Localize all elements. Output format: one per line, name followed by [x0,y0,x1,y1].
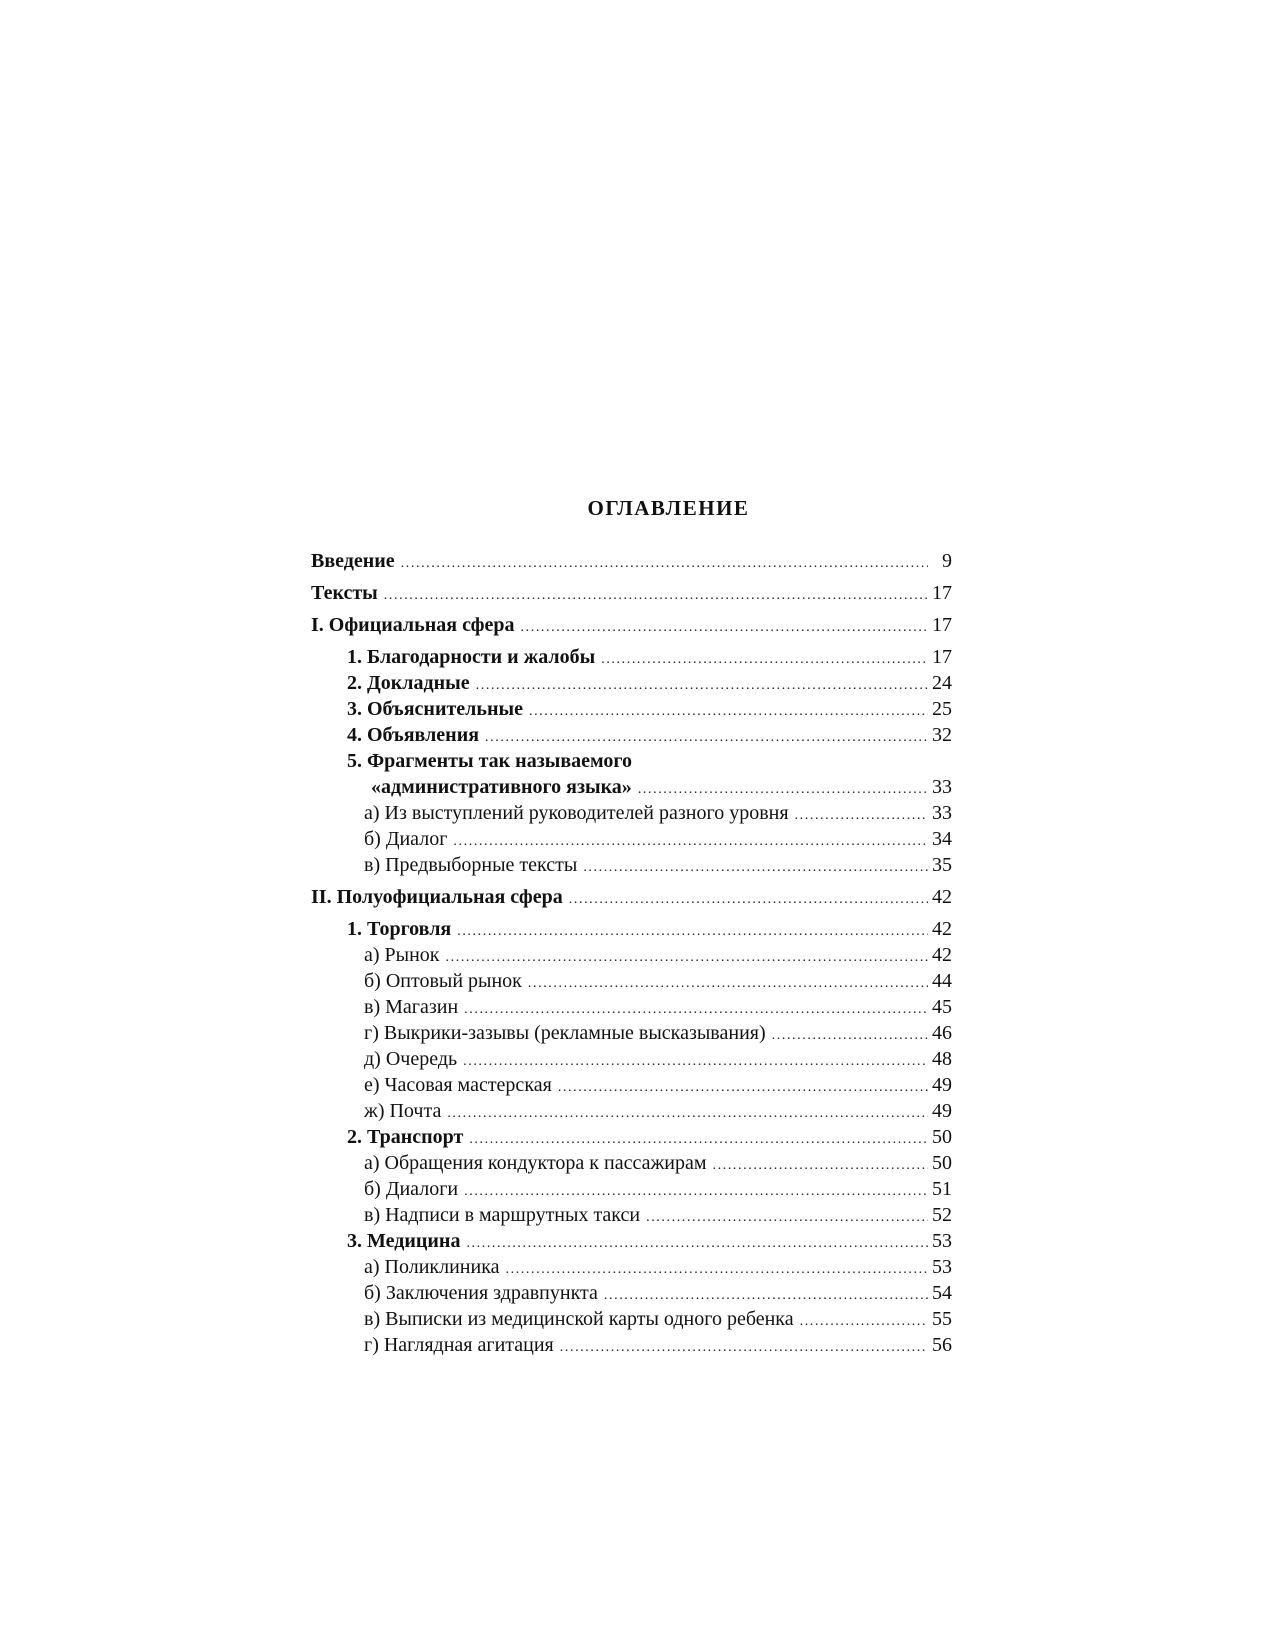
toc-entry-page-number: 42 [932,918,952,940]
toc-entry-page-number: 32 [932,724,952,746]
toc-entry[interactable] [311,852,952,878]
toc-entry[interactable] [311,1072,952,1098]
toc-entry-page-number: 54 [932,1282,952,1304]
toc-entry-label: а) Из выступлений руководителей разного уровня [364,802,789,824]
toc-entry[interactable] [311,1306,952,1332]
toc-leader-dots [476,673,928,699]
toc-entry-page-number: 25 [932,698,952,720]
toc-entry-label: а) Рынок [364,944,440,966]
toc-entry[interactable] [311,800,952,826]
toc-leader-dots [558,1075,928,1101]
toc-entry-label: «административного языка» [371,776,632,798]
toc-entry-label: в) Магазин [364,996,459,1018]
toc-entry[interactable] [311,1020,952,1046]
toc-entry[interactable] [311,722,952,748]
toc-entry-label: в) Предвыборные тексты [364,854,578,876]
toc-leader-dots [401,551,928,577]
toc-entry[interactable] [311,580,952,606]
toc-entry-label: 1. Благодарности и жалобы [347,646,596,668]
toc-entry[interactable] [311,548,952,574]
toc-entry[interactable] [311,916,952,942]
toc-leader-dots [560,1335,928,1361]
toc-entry-page-number: 53 [932,1256,952,1278]
toc-entry[interactable] [311,1176,952,1202]
toc-entry-page-number: 44 [932,970,952,992]
toc-leader-dots [713,1153,928,1179]
toc-entry-page-number: 49 [932,1074,952,1096]
toc-entry-label: в) Выписки из медицинской карты одного ребенка [364,1308,794,1330]
toc-leader-dots [800,1309,928,1335]
toc-entry[interactable] [311,1280,952,1306]
toc-entry-page-number: 33 [932,802,952,824]
toc-entry-label: 2. Транспорт [347,1126,464,1148]
toc-entry-label: в) Надписи в маршрутных такси [364,1204,641,1226]
toc-entry-page-number: 35 [932,854,952,876]
toc-entry-page-number: 46 [932,1022,952,1044]
toc-entry-page-number: 52 [932,1204,952,1226]
toc-entry[interactable] [311,1098,952,1124]
table-of-contents [311,548,952,1358]
toc-entry-page-number: 55 [932,1308,952,1330]
toc-entry-page-number: 42 [932,944,952,966]
toc-entry[interactable] [311,748,952,774]
toc-heading: ОГЛАВЛЕНИЕ [587,496,750,520]
toc-entry-label: II. Полуофициальная сфера [311,886,563,908]
toc-entry-label: е) Часовая мастерская [364,1074,552,1096]
toc-entry[interactable] [311,994,952,1020]
toc-entry-label: Введение [311,550,395,572]
toc-entry[interactable] [311,774,952,800]
toc-entry[interactable] [311,968,952,994]
toc-entry[interactable] [311,670,952,696]
toc-leader-dots [384,583,928,609]
toc-leader-dots [601,647,928,673]
toc-leader-dots [646,1205,928,1231]
toc-entry-label: а) Обращения кондуктора к пассажирам [364,1152,707,1174]
toc-entry-page-number: 51 [932,1178,952,1200]
toc-entry-label: ж) Почта [364,1100,442,1122]
toc-entry-label: Тексты [311,582,378,604]
toc-entry[interactable] [311,1332,952,1358]
toc-entry-page-number: 17 [932,646,952,668]
toc-entry-label: 5. Фрагменты так называемого [347,750,632,772]
toc-entry[interactable] [311,1228,952,1254]
toc-entry[interactable] [311,1150,952,1176]
toc-entry[interactable] [311,1202,952,1228]
toc-entry-label: б) Оптовый рынок [364,970,522,992]
toc-entry-page-number: 42 [932,886,952,908]
toc-entry[interactable] [311,696,952,722]
toc-entry-page-number: 17 [932,582,952,604]
toc-leader-dots [528,971,928,997]
toc-entry-label: г) Наглядная агитация [364,1334,554,1356]
toc-entry-page-number: 17 [932,614,952,636]
toc-entry-label: 1. Торговля [347,918,452,940]
toc-entry[interactable] [311,942,952,968]
toc-entry-page-number: 48 [932,1048,952,1070]
toc-entry-label: 2. Докладные [347,672,470,694]
toc-entry-page-number: 9 [942,550,952,572]
toc-leader-dots [583,855,928,881]
toc-leader-dots [772,1023,928,1049]
toc-entry-label: I. Официальная сфера [311,614,515,636]
toc-leader-dots [466,1231,928,1257]
toc-entry-label: г) Выкрики-зазывы (рекламные высказывания) [364,1022,766,1044]
toc-entry[interactable] [311,644,952,670]
toc-entry-label: б) Диалоги [364,1178,459,1200]
toc-entry-label: д) Очередь [364,1048,458,1070]
toc-leader-dots [795,803,928,829]
toc-entry-label: а) Поликлиника [364,1256,500,1278]
toc-entry-label: 3. Медицина [347,1230,461,1252]
toc-entry-page-number: 56 [932,1334,952,1356]
toc-entry-label: 4. Объявления [347,724,480,746]
toc-entry-page-number: 50 [932,1126,952,1148]
toc-leader-dots [529,699,928,725]
toc-entry[interactable] [311,612,952,638]
toc-entry[interactable] [311,1254,952,1280]
toc-entry-page-number: 49 [932,1100,952,1122]
toc-entry[interactable] [311,1124,952,1150]
toc-entry-page-number: 33 [932,776,952,798]
toc-entry-label: б) Диалог [364,828,448,850]
toc-entry-page-number: 50 [932,1152,952,1174]
toc-entry[interactable] [311,884,952,910]
toc-entry-label: б) Заключения здравпункта [364,1282,598,1304]
toc-entry-page-number: 34 [932,828,952,850]
toc-entry-page-number: 24 [932,672,952,694]
toc-entry-label: 3. Объяснительные [347,698,523,720]
toc-entry-page-number: 45 [932,996,952,1018]
toc-entry-page-number: 53 [932,1230,952,1252]
toc-entry[interactable] [311,826,952,852]
toc-leader-dots [569,887,928,913]
toc-leader-dots [457,919,928,945]
toc-leader-dots [521,615,928,641]
toc-entry[interactable] [311,1046,952,1072]
toc-leader-dots [447,1101,928,1127]
